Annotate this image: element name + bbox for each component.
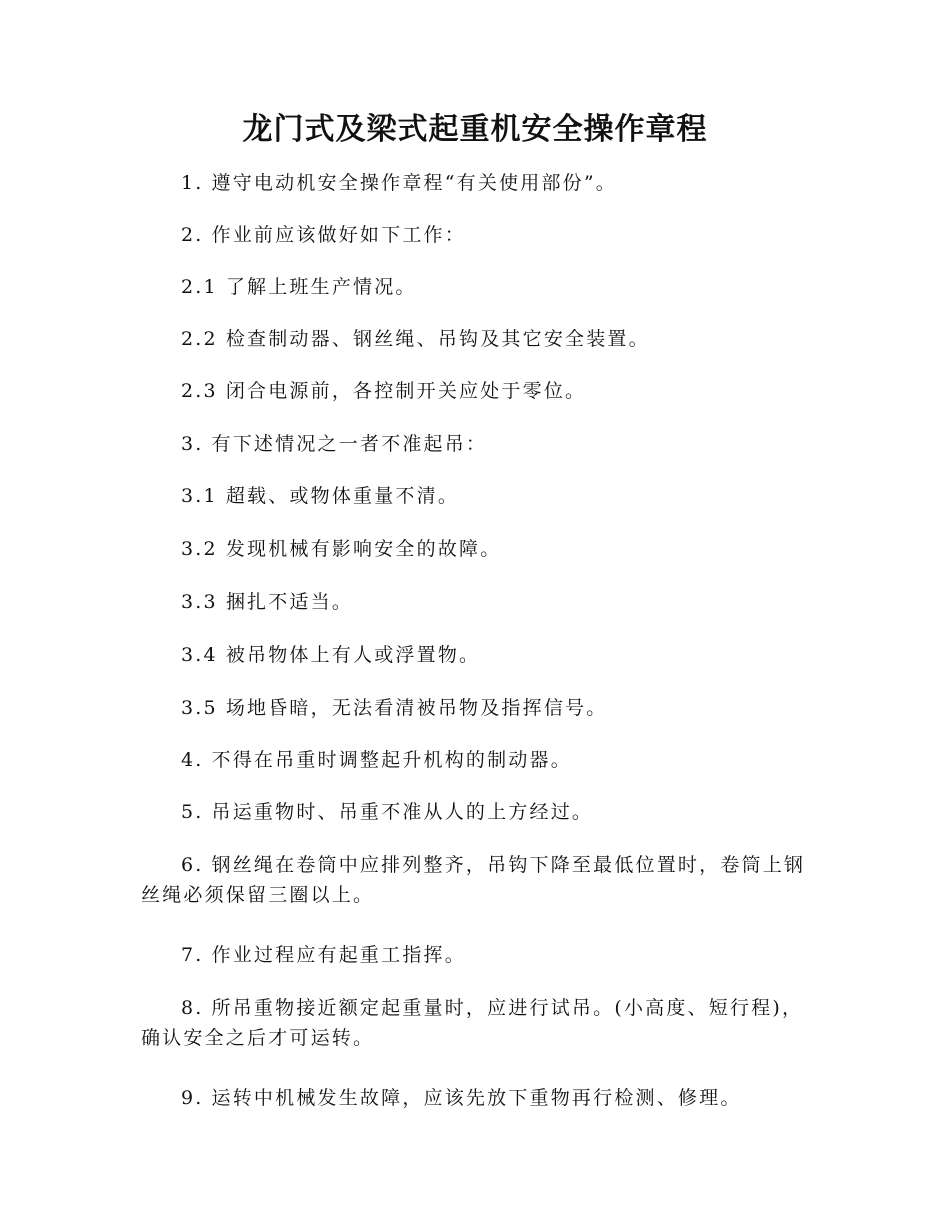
paragraph-2 xyxy=(141,220,809,250)
paragraph-text: 作业前应该做好如下工作： xyxy=(211,224,466,246)
paragraph-text: 被吊物体上有人或浮置物。 xyxy=(225,644,481,666)
paragraph-text: 捆扎不适当。 xyxy=(225,591,354,613)
paragraph-3 xyxy=(141,429,809,459)
paragraph-2-1 xyxy=(141,272,809,302)
paragraph-text: 超载、或物体重量不清。 xyxy=(225,485,460,507)
paragraph-number: 3. xyxy=(181,433,204,455)
paragraph-text: 检查制动器、钢丝绳、吊钩及其它安全装置。 xyxy=(225,328,650,350)
paragraph-number: 4. xyxy=(181,749,204,771)
paragraph-text: 发现机械有影响安全的故障。 xyxy=(225,538,502,560)
paragraph-number: 1. xyxy=(181,172,204,194)
paragraph-number: 3.4 xyxy=(181,644,218,666)
paragraph-number: 2.1 xyxy=(181,276,218,298)
paragraph-number: 3.2 xyxy=(181,538,218,560)
paragraph-text: 遵守电动机安全操作章程“有关使用部份”。 xyxy=(211,172,617,194)
paragraph-number: 2. xyxy=(181,224,204,246)
paragraph-3-1 xyxy=(141,481,809,511)
paragraph-4 xyxy=(141,745,809,775)
paragraph-text: 场地昏暗，无法看清被吊物及指挥信号。 xyxy=(225,697,608,719)
paragraph-6 xyxy=(141,850,809,910)
paragraph-number: 8. xyxy=(181,997,204,1019)
paragraph-text: 吊运重物时、吊重不准从人的上方经过。 xyxy=(211,801,594,823)
paragraph-text: 钢丝绳在卷筒中应排列整齐，吊钩下降至最低位置时，卷筒上钢丝绳必须保留三圈以上。 xyxy=(141,854,806,906)
paragraph-7 xyxy=(141,940,809,970)
paragraph-3-3 xyxy=(141,587,809,617)
paragraph-3-4 xyxy=(141,640,809,670)
paragraph-number: 9. xyxy=(181,1087,204,1109)
paragraph-8 xyxy=(141,993,809,1053)
paragraph-text: 有下述情况之一者不准起吊： xyxy=(211,433,488,455)
paragraph-number: 6. xyxy=(181,854,204,876)
paragraph-text: 所吊重物接近额定起重量时，应进行试吊。(小高度、短行程)，确认安全之后才可运转。 xyxy=(141,997,804,1049)
paragraph-3-5 xyxy=(141,693,809,723)
paragraph-number: 2.2 xyxy=(181,328,218,350)
paragraph-5 xyxy=(141,797,809,827)
paragraph-2-2 xyxy=(141,324,809,354)
paragraph-text: 闭合电源前，各控制开关应处于零位。 xyxy=(225,380,587,402)
paragraph-number: 3.3 xyxy=(181,591,218,613)
document-title: 龙门式及梁式起重机安全操作章程 xyxy=(242,112,708,147)
paragraph-number: 2.3 xyxy=(181,380,218,402)
paragraph-text: 了解上班生产情况。 xyxy=(225,276,417,298)
paragraph-number: 3.5 xyxy=(181,697,218,719)
paragraph-2-3 xyxy=(141,376,809,406)
paragraph-text: 不得在吊重时调整起升机构的制动器。 xyxy=(211,749,572,771)
paragraph-text: 运转中机械发生故障，应该先放下重物再行检测、修理。 xyxy=(211,1087,742,1109)
paragraph-number: 7. xyxy=(181,944,204,966)
paragraph-number: 3.1 xyxy=(181,485,218,507)
paragraph-text: 作业过程应有起重工指挥。 xyxy=(211,944,466,966)
paragraph-number: 5. xyxy=(181,801,204,823)
paragraph-1 xyxy=(141,168,809,198)
paragraph-3-2 xyxy=(141,534,809,564)
paragraph-9 xyxy=(141,1083,809,1113)
